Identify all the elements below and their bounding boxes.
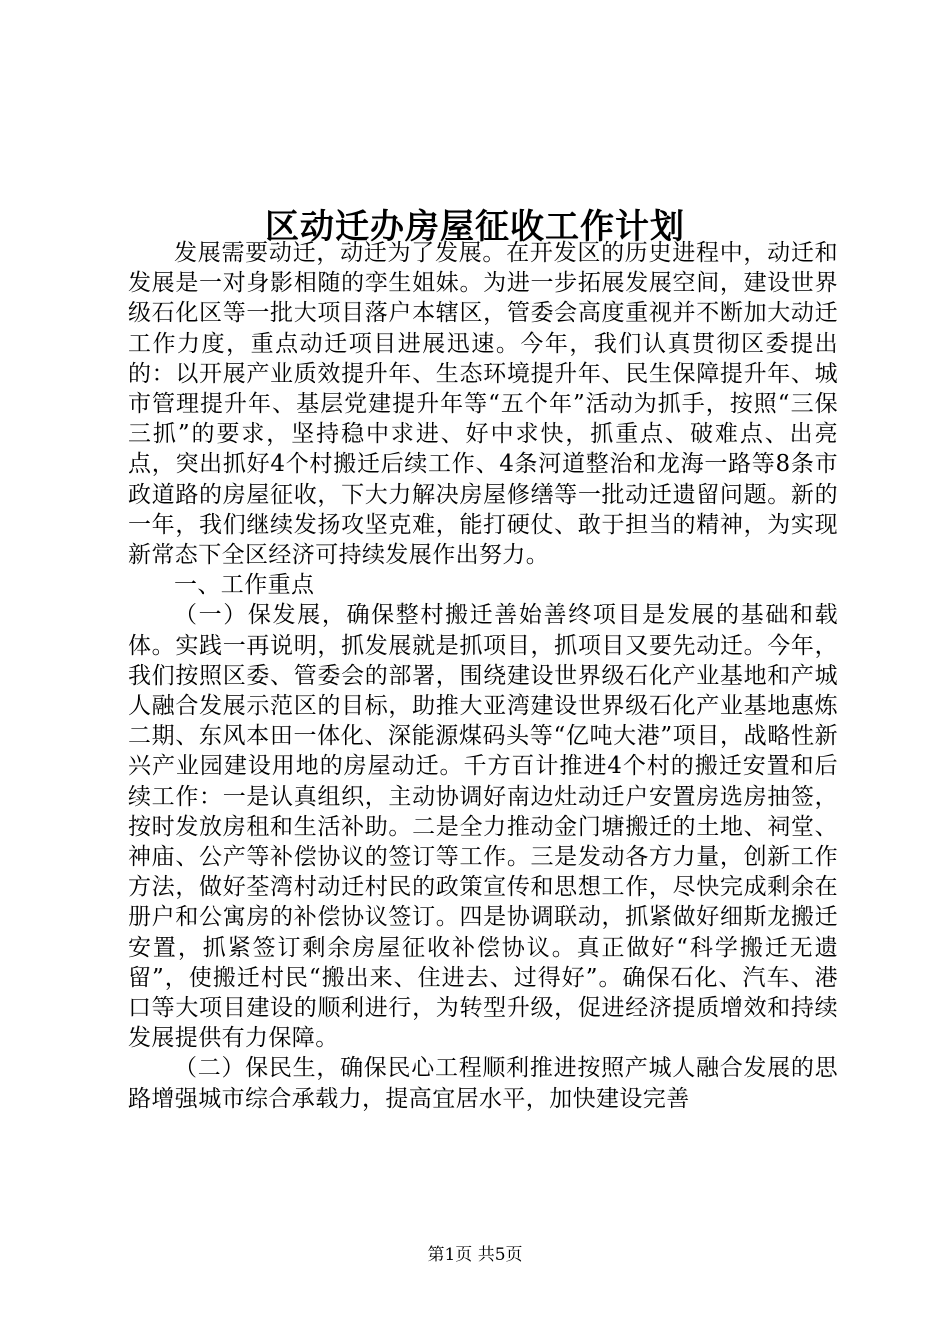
intro-paragraph: 发展需要动迁，动迁为了发展。在开发区的历史进程中，动迁和发展是一对身影相随的孪生姐妹。为进一步拓展发展空间，建设世界级石化区等一批大项目落户本辖区，管委会高度重视并不断加大动迁工作力度，重点动迁项目进展迅速。今年，我们认真贯彻区委提出的：以开展产业质效提升年、生态环境提升年、民生保障提升年、城市管理提升年、基层党建提升年等“五个年”活动为抓手，按照“三保三抓”的要求，坚持稳中求进、好中求快，抓重点、破难点、出亮点，突出抓好4个村搬迁后续工作、4条河道整治和龙海一路等8条市政道路的房屋征收，下大力解决房屋修缮等一批动迁遗留问题。新的一年，我们继续发扬攻坚克难，能打硬仗、敢于担当的精神，为实现新常态下全区经济可持续发展作出努力。 [128, 240, 838, 569]
document-title: 区动迁办房屋征收工作计划 [265, 206, 685, 247]
page-footer: 第1页 共5页 [427, 1245, 523, 1265]
section-heading: 一、工作重点 [174, 572, 315, 599]
section-1-paragraph: （一）保发展，确保整村搬迁善始善终项目是发展的基础和载体。实践一再说明，抓发展就是抓项目，抓项目又要先动迁。今年，我们按照区委、管委会的部署，围绕建设世界级石化产业基地和产城人融合发展示范区的目标，助推大亚湾建设世界级石化产业基地惠炼二期、东风本田一体化、深能源煤码头等“亿吨大港”项目，战略性新兴产业园建设用地的房屋动迁。千方百计推进4个村的搬迁安置和后续工作：一是认真组织，主动协调好南边灶动迁户安置房选房抽签，按时发放房租和生活补助。二是全力推动金门塘搬迁的土地、祠堂、神庙、公产等补偿协议的签订等工作。三是发动各方力量，创新工作方法，做好荃湾村动迁村民的政策宣传和思想工作，尽快完成剩余在册户和公寓房的补偿协议签订。四是协调联动，抓紧做好细斯龙搬迁安置，抓紧签订剩余房屋征收补偿协议。真正做好“科学搬迁无遗留”，使搬迁村民“搬出来、住进去、过得好”。确保石化、汽车、港口等大项目建设的顺利进行，为转型升级，促进经济提质增效和持续发展提供有力保障。 [128, 602, 838, 1052]
section-2-paragraph: （二）保民生，确保民心工程顺利推进按照产城人融合发展的思路增强城市综合承载力，提高宜居水平，加快建设完善 [128, 1055, 838, 1112]
document-body [128, 238, 838, 1114]
